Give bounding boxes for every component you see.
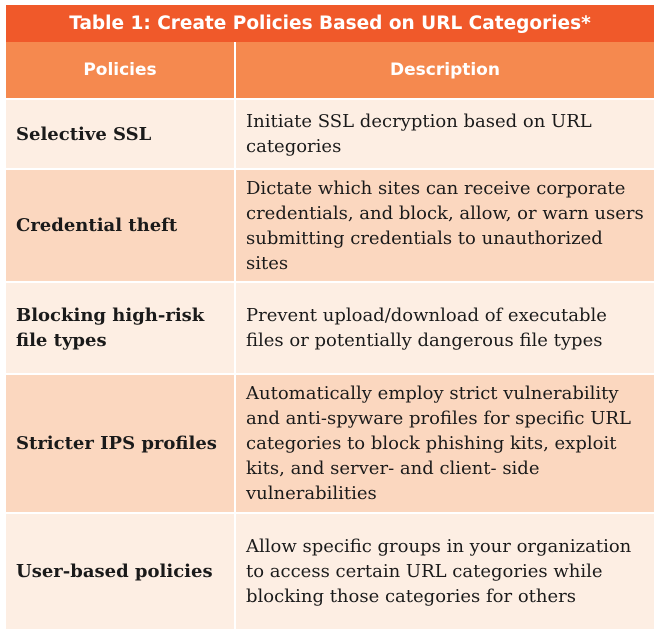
policy-description: Allow specific groups in your organization to access certain URL categories while blocking those categories for others bbox=[235, 513, 654, 630]
table-row bbox=[6, 99, 654, 169]
table-header-row bbox=[6, 42, 654, 99]
table-row bbox=[6, 282, 654, 374]
policy-description: Prevent upload/download of executable files or potentially dangerous file types bbox=[235, 282, 654, 374]
policy-name: Selective SSL bbox=[6, 99, 235, 169]
header-description: Description bbox=[235, 42, 654, 99]
table-row bbox=[6, 169, 654, 282]
policy-name: Stricter IPS profiles bbox=[6, 374, 235, 513]
table-row bbox=[6, 374, 654, 513]
policy-name: Blocking high-risk file types bbox=[6, 282, 235, 374]
policy-name: Credential theft bbox=[6, 169, 235, 282]
policy-description: Automatically employ strict vulnerability and anti-spyware profiles for specific URL categories to block phishing kits, exploit kits, and server- and client- side vulnerabilities bbox=[235, 374, 654, 513]
policies-table-figure bbox=[6, 5, 654, 629]
policy-description: Dictate which sites can receive corporate credentials, and block, allow, or warn users submitting credentials to unauthorized sites bbox=[235, 169, 654, 282]
policy-description: Initiate SSL decryption based on URL categories bbox=[235, 99, 654, 169]
header-policies: Policies bbox=[6, 42, 235, 99]
table-row bbox=[6, 513, 654, 630]
policies-table bbox=[6, 42, 654, 631]
policy-name: User-based policies bbox=[6, 513, 235, 630]
table-title: Table 1: Create Policies Based on URL Categories* bbox=[6, 5, 654, 42]
